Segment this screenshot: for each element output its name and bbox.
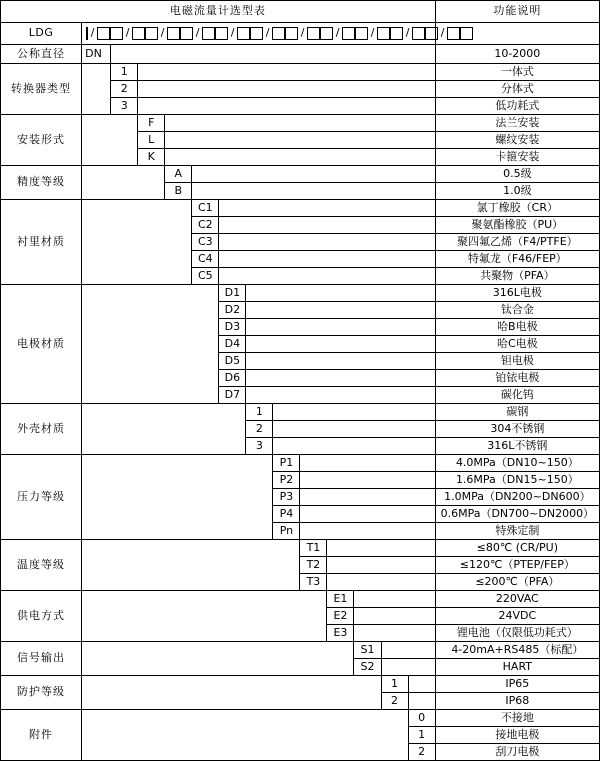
desc-cell: 刮刀电极 bbox=[435, 744, 599, 761]
code-cell: 3 bbox=[246, 438, 273, 455]
category-label: 防护等级 bbox=[1, 676, 82, 710]
code-cell: D1 bbox=[219, 285, 246, 302]
desc-cell: 不接地 bbox=[435, 710, 599, 727]
desc-cell: 0.6MPa（DN700~DN2000） bbox=[435, 506, 599, 523]
dn-row bbox=[82, 45, 110, 63]
option-box[interactable] bbox=[167, 27, 180, 40]
blank-cell bbox=[82, 64, 111, 115]
blank-cell bbox=[219, 217, 435, 234]
code-cell: D7 bbox=[219, 387, 246, 404]
blank-cell bbox=[219, 200, 435, 217]
option-group[interactable] bbox=[228, 27, 263, 40]
option-box[interactable] bbox=[180, 27, 193, 40]
desc-cell: 0.5级 bbox=[435, 166, 599, 183]
option-group[interactable] bbox=[193, 27, 228, 40]
code-cell: P1 bbox=[273, 455, 300, 472]
code-cell: L bbox=[138, 132, 165, 149]
model-prefix: LDG bbox=[1, 23, 82, 45]
blank-cell bbox=[300, 506, 435, 523]
blank-cell bbox=[82, 591, 327, 642]
option-box[interactable] bbox=[390, 27, 403, 40]
option-boxes bbox=[82, 23, 445, 44]
blank-cell bbox=[82, 710, 408, 761]
option-group[interactable] bbox=[263, 27, 298, 40]
desc-cell: ≤120℃（PTEP/FEP） bbox=[435, 557, 599, 574]
desc-cell: 铂铱电极 bbox=[435, 370, 599, 387]
desc-cell: 1.0MPa（DN200~DN600） bbox=[435, 489, 599, 506]
code-cell: 0 bbox=[408, 710, 435, 727]
desc-cell: 316L不锈钢 bbox=[435, 438, 599, 455]
table-row bbox=[1, 455, 600, 472]
code-cell: 3 bbox=[111, 98, 138, 115]
option-box[interactable] bbox=[250, 27, 263, 40]
slash-separator: / bbox=[405, 26, 410, 40]
option-group[interactable] bbox=[438, 27, 473, 40]
code-cell: 1 bbox=[246, 404, 273, 421]
option-group[interactable] bbox=[368, 27, 403, 40]
table-title-row bbox=[1, 1, 600, 23]
table-row bbox=[1, 64, 600, 81]
option-group[interactable] bbox=[88, 27, 123, 40]
desc-cell: 220VAC bbox=[435, 591, 599, 608]
code-cell: 1 bbox=[408, 727, 435, 744]
option-box[interactable] bbox=[202, 27, 215, 40]
blank-cell bbox=[219, 234, 435, 251]
blank-cell bbox=[246, 285, 435, 302]
code-cell: C3 bbox=[192, 234, 219, 251]
model-code-row bbox=[1, 23, 600, 45]
desc-cell: 1.0级 bbox=[435, 183, 599, 200]
blank-cell bbox=[273, 421, 435, 438]
blank-cell bbox=[82, 200, 192, 285]
blank-cell bbox=[300, 455, 435, 472]
category-label: 信号输出 bbox=[1, 642, 82, 676]
desc-cell: 特氟龙（F46/FEP） bbox=[435, 251, 599, 268]
table-row bbox=[1, 115, 600, 132]
blank-cell bbox=[82, 285, 219, 404]
category-label: 电极材质 bbox=[1, 285, 82, 404]
table-row bbox=[1, 404, 600, 421]
category-label: 转换器类型 bbox=[1, 64, 82, 115]
desc-cell: 1.6MPa（DN15~150） bbox=[435, 472, 599, 489]
desc-cell: 10-2000 bbox=[435, 45, 599, 64]
code-cell: S1 bbox=[354, 642, 381, 659]
desc-cell: 钛合金 bbox=[435, 302, 599, 319]
blank-cell bbox=[327, 574, 435, 591]
blank-cell bbox=[354, 591, 435, 608]
code-cell: K bbox=[138, 149, 165, 166]
blank-cell bbox=[82, 404, 246, 455]
desc-cell: 螺纹安装 bbox=[435, 132, 599, 149]
code-cell: C5 bbox=[192, 268, 219, 285]
code-cell: Pn bbox=[273, 523, 300, 540]
option-box[interactable] bbox=[307, 27, 320, 40]
slash-separator: / bbox=[230, 26, 235, 40]
code-cell: C1 bbox=[192, 200, 219, 217]
option-group[interactable] bbox=[298, 27, 333, 40]
option-box[interactable] bbox=[447, 27, 460, 40]
table-row bbox=[1, 540, 600, 557]
blank-cell bbox=[82, 455, 273, 540]
code-cell: P3 bbox=[273, 489, 300, 506]
code-cell: 2 bbox=[408, 744, 435, 761]
blank-cell bbox=[354, 608, 435, 625]
desc-cell: 分体式 bbox=[435, 81, 599, 98]
category-label: 温度等级 bbox=[1, 540, 82, 591]
desc-cell: 聚四氟乙烯（F4/PTFE） bbox=[435, 234, 599, 251]
desc-cell: IP65 bbox=[435, 676, 599, 693]
option-box[interactable] bbox=[237, 27, 250, 40]
option-box[interactable] bbox=[320, 27, 333, 40]
code-cell: 1 bbox=[111, 64, 138, 81]
option-box[interactable] bbox=[272, 27, 285, 40]
blank-cell bbox=[82, 642, 354, 676]
blank-cell bbox=[273, 404, 435, 421]
desc-cell: 钽电极 bbox=[435, 353, 599, 370]
desc-header: 功能说明 bbox=[435, 1, 599, 23]
blank-cell bbox=[246, 353, 435, 370]
blank-cell bbox=[82, 115, 138, 166]
blank-cell bbox=[111, 45, 435, 64]
blank-cell bbox=[381, 642, 435, 659]
code-cell: T1 bbox=[300, 540, 327, 557]
option-box[interactable] bbox=[412, 27, 425, 40]
code-cell: C2 bbox=[192, 217, 219, 234]
slash-separator: / bbox=[125, 26, 130, 40]
desc-cell: 聚氨酯橡胶（PU） bbox=[435, 217, 599, 234]
code-cell: S2 bbox=[354, 659, 381, 676]
category-label: 附件 bbox=[1, 710, 82, 761]
desc-cell: 304不锈钢 bbox=[435, 421, 599, 438]
slash-separator: / bbox=[370, 26, 375, 40]
desc-cell: 碳化钨 bbox=[435, 387, 599, 404]
desc-cell: ≤200℃（PFA） bbox=[435, 574, 599, 591]
category-label: 供电方式 bbox=[1, 591, 82, 642]
code-cell: P4 bbox=[273, 506, 300, 523]
dn-cell bbox=[82, 45, 111, 64]
blank-cell bbox=[219, 251, 435, 268]
table-row bbox=[1, 45, 600, 64]
code-cell: E1 bbox=[327, 591, 354, 608]
slash-separator: / bbox=[195, 26, 200, 40]
table-row bbox=[1, 200, 600, 217]
code-cell: C4 bbox=[192, 251, 219, 268]
option-boxes-cell bbox=[82, 23, 445, 45]
option-group[interactable] bbox=[123, 27, 158, 40]
blank-cell bbox=[192, 166, 435, 183]
option-box[interactable] bbox=[97, 27, 110, 40]
dn-label: DN bbox=[85, 46, 102, 60]
slash-separator: / bbox=[440, 26, 445, 40]
blank-cell bbox=[300, 523, 435, 540]
option-box[interactable] bbox=[342, 27, 355, 40]
option-box[interactable] bbox=[377, 27, 390, 40]
blank-cell bbox=[165, 149, 435, 166]
blank-cell bbox=[327, 540, 435, 557]
blank-cell bbox=[300, 489, 435, 506]
slash-separator: / bbox=[265, 26, 270, 40]
blank-cell bbox=[246, 336, 435, 353]
desc-cell: 316L电极 bbox=[435, 285, 599, 302]
option-box[interactable] bbox=[145, 27, 158, 40]
category-label: 安装形式 bbox=[1, 115, 82, 166]
desc-cell: 特殊定制 bbox=[435, 523, 599, 540]
option-group[interactable] bbox=[333, 27, 368, 40]
desc-cell: 低功耗式 bbox=[435, 98, 599, 115]
desc-cell: HART bbox=[435, 659, 599, 676]
blank-cell bbox=[192, 183, 435, 200]
blank-cell bbox=[246, 302, 435, 319]
blank-cell bbox=[165, 115, 435, 132]
blank-cell bbox=[82, 676, 381, 710]
table-row bbox=[1, 591, 600, 608]
blank-cell bbox=[327, 557, 435, 574]
code-cell: F bbox=[138, 115, 165, 132]
option-group[interactable] bbox=[158, 27, 193, 40]
code-cell: D2 bbox=[219, 302, 246, 319]
desc-cell: 4.0MPa（DN10~150） bbox=[435, 455, 599, 472]
desc-cell: 一体式 bbox=[435, 64, 599, 81]
desc-cell: 法兰安装 bbox=[435, 115, 599, 132]
code-cell: B bbox=[165, 183, 192, 200]
page-title: 电磁流量计选型表 bbox=[1, 1, 436, 23]
blank-cell bbox=[246, 319, 435, 336]
desc-cell: IP68 bbox=[435, 693, 599, 710]
code-cell: D4 bbox=[219, 336, 246, 353]
blank-cell bbox=[246, 370, 435, 387]
blank-cell bbox=[165, 132, 435, 149]
category-label: 精度等级 bbox=[1, 166, 82, 200]
desc-cell: 哈C电极 bbox=[435, 336, 599, 353]
blank-cell bbox=[408, 693, 435, 710]
option-box[interactable] bbox=[425, 27, 438, 40]
blank-cell bbox=[300, 472, 435, 489]
table-row bbox=[1, 166, 600, 183]
blank-cell bbox=[138, 64, 435, 81]
table-row bbox=[1, 710, 600, 727]
code-cell: P2 bbox=[273, 472, 300, 489]
category-label: 压力等级 bbox=[1, 455, 82, 540]
category-label: 公称直径 bbox=[1, 45, 82, 64]
option-box[interactable] bbox=[215, 27, 228, 40]
option-box[interactable] bbox=[460, 27, 473, 40]
blank-cell bbox=[273, 438, 435, 455]
desc-cell: 4-20mA+RS485（标配） bbox=[435, 642, 599, 659]
desc-cell: 碳钢 bbox=[435, 404, 599, 421]
table-row bbox=[1, 642, 600, 659]
table-row bbox=[1, 285, 600, 302]
option-group[interactable] bbox=[403, 27, 438, 40]
code-cell: E2 bbox=[327, 608, 354, 625]
slash-separator: / bbox=[300, 26, 305, 40]
blank-cell bbox=[82, 540, 300, 591]
desc-cell: ≤80℃ (CR/PU) bbox=[435, 540, 599, 557]
option-box[interactable] bbox=[132, 27, 145, 40]
desc-cell: 锂电池（仅限低功耗式） bbox=[435, 625, 599, 642]
code-cell: 2 bbox=[381, 693, 408, 710]
option-box[interactable] bbox=[285, 27, 298, 40]
code-cell: 2 bbox=[246, 421, 273, 438]
code-cell: T2 bbox=[300, 557, 327, 574]
desc-cell: 共聚物（PFA） bbox=[435, 268, 599, 285]
blank-cell bbox=[219, 268, 435, 285]
desc-cell: 24VDC bbox=[435, 608, 599, 625]
code-cell: A bbox=[165, 166, 192, 183]
desc-cell: 接地电极 bbox=[435, 727, 599, 744]
slash-separator: / bbox=[335, 26, 340, 40]
code-cell: 2 bbox=[111, 81, 138, 98]
desc-cell: 氯丁橡胶（CR） bbox=[435, 200, 599, 217]
code-cell: E3 bbox=[327, 625, 354, 642]
code-cell: D3 bbox=[219, 319, 246, 336]
category-label: 衬里材质 bbox=[1, 200, 82, 285]
slash-separator: / bbox=[90, 26, 95, 40]
option-box[interactable] bbox=[110, 27, 123, 40]
blank-cell bbox=[381, 659, 435, 676]
category-label: 外壳材质 bbox=[1, 404, 82, 455]
blank-cell bbox=[138, 98, 435, 115]
blank-cell bbox=[82, 166, 165, 200]
code-cell: T3 bbox=[300, 574, 327, 591]
desc-cell: 哈B电极 bbox=[435, 319, 599, 336]
blank-cell bbox=[354, 625, 435, 642]
code-cell: 1 bbox=[381, 676, 408, 693]
code-cell: D5 bbox=[219, 353, 246, 370]
blank-cell bbox=[246, 387, 435, 404]
desc-cell: 卡箍安装 bbox=[435, 149, 599, 166]
blank-cell bbox=[408, 676, 435, 693]
blank-cell bbox=[138, 81, 435, 98]
code-cell: D6 bbox=[219, 370, 246, 387]
table-row bbox=[1, 676, 600, 693]
option-box[interactable] bbox=[355, 27, 368, 40]
slash-separator: / bbox=[160, 26, 165, 40]
